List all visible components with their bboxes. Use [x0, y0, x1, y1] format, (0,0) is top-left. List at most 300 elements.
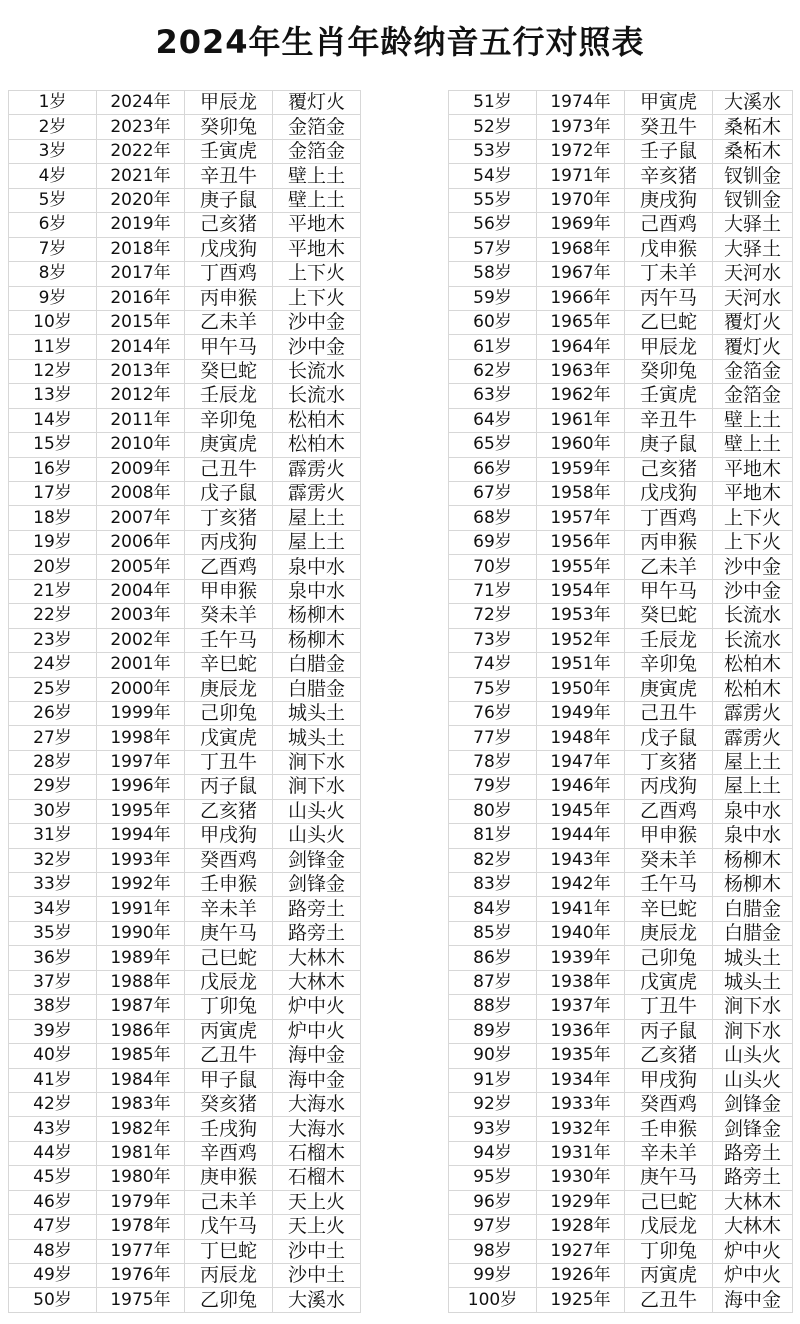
nayin-cell: 炉中火 — [713, 1239, 793, 1263]
table-row — [9, 262, 793, 286]
table-row — [9, 677, 793, 701]
age-cell: 93岁 — [449, 1117, 537, 1141]
age-cell: 49岁 — [9, 1264, 97, 1288]
nayin-cell: 松柏木 — [713, 653, 793, 677]
nayin-cell: 泉中水 — [273, 555, 361, 579]
age-cell: 61岁 — [449, 335, 537, 359]
ganzhi-cell: 庚戌狗 — [625, 188, 713, 212]
ganzhi-cell: 庚子鼠 — [185, 188, 273, 212]
year-cell: 1934年 — [537, 1068, 625, 1092]
age-cell: 75岁 — [449, 677, 537, 701]
column-gap — [361, 946, 449, 970]
age-cell: 5岁 — [9, 188, 97, 212]
table-row — [9, 115, 793, 139]
table-row — [9, 1092, 793, 1116]
nayin-cell: 覆灯火 — [273, 91, 361, 115]
nayin-cell: 炉中火 — [713, 1264, 793, 1288]
year-cell: 1935年 — [537, 1044, 625, 1068]
nayin-cell: 覆灯火 — [713, 310, 793, 334]
year-cell: 1945年 — [537, 799, 625, 823]
age-cell: 90岁 — [449, 1044, 537, 1068]
column-gap — [361, 1239, 449, 1263]
nayin-cell: 平地木 — [273, 237, 361, 261]
nayin-cell: 山头火 — [713, 1068, 793, 1092]
nayin-cell: 白腊金 — [713, 921, 793, 945]
nayin-cell: 大林木 — [713, 1190, 793, 1214]
age-cell: 59岁 — [449, 286, 537, 310]
ganzhi-cell: 壬辰龙 — [625, 628, 713, 652]
ganzhi-cell: 丙寅虎 — [625, 1264, 713, 1288]
ganzhi-cell: 丙戌狗 — [185, 530, 273, 554]
age-cell: 44岁 — [9, 1141, 97, 1165]
year-cell: 2004年 — [97, 579, 185, 603]
year-cell: 1967年 — [537, 262, 625, 286]
table-row — [9, 1166, 793, 1190]
age-cell: 54岁 — [449, 164, 537, 188]
year-cell: 2021年 — [97, 164, 185, 188]
table-row — [9, 1141, 793, 1165]
column-gap — [361, 408, 449, 432]
age-cell: 80岁 — [449, 799, 537, 823]
year-cell: 2003年 — [97, 604, 185, 628]
age-cell: 48岁 — [9, 1239, 97, 1263]
ganzhi-cell: 癸巳蛇 — [625, 604, 713, 628]
age-cell: 25岁 — [9, 677, 97, 701]
year-cell: 2008年 — [97, 482, 185, 506]
ganzhi-cell: 戊寅虎 — [185, 726, 273, 750]
year-cell: 2019年 — [97, 213, 185, 237]
year-cell: 1941年 — [537, 897, 625, 921]
table-row — [9, 921, 793, 945]
nayin-cell: 长流水 — [273, 359, 361, 383]
year-cell: 1988年 — [97, 970, 185, 994]
year-cell: 2006年 — [97, 530, 185, 554]
ganzhi-cell: 癸卯兔 — [625, 359, 713, 383]
table-row — [9, 1288, 793, 1312]
table-row — [9, 310, 793, 334]
ganzhi-cell: 壬午马 — [185, 628, 273, 652]
nayin-cell: 炉中火 — [273, 995, 361, 1019]
ganzhi-cell: 癸卯兔 — [185, 115, 273, 139]
age-cell: 12岁 — [9, 359, 97, 383]
table-row — [9, 653, 793, 677]
table-row — [9, 701, 793, 725]
age-cell: 23岁 — [9, 628, 97, 652]
age-cell: 35岁 — [9, 921, 97, 945]
nayin-cell: 钗钏金 — [713, 188, 793, 212]
ganzhi-cell: 戊子鼠 — [625, 726, 713, 750]
ganzhi-cell: 庚辰龙 — [625, 921, 713, 945]
nayin-cell: 大海水 — [273, 1117, 361, 1141]
age-cell: 20岁 — [9, 555, 97, 579]
ganzhi-cell: 戊午马 — [185, 1215, 273, 1239]
table-row — [9, 995, 793, 1019]
age-cell: 6岁 — [9, 213, 97, 237]
table-row — [9, 1215, 793, 1239]
table-row — [9, 482, 793, 506]
year-cell: 1929年 — [537, 1190, 625, 1214]
age-cell: 99岁 — [449, 1264, 537, 1288]
age-cell: 18岁 — [9, 506, 97, 530]
ganzhi-cell: 丁酉鸡 — [625, 506, 713, 530]
nayin-cell: 天河水 — [713, 286, 793, 310]
year-cell: 1974年 — [537, 91, 625, 115]
nayin-cell: 大林木 — [713, 1215, 793, 1239]
year-cell: 1982年 — [97, 1117, 185, 1141]
column-gap — [361, 701, 449, 725]
nayin-cell: 壁上土 — [273, 188, 361, 212]
year-cell: 2000年 — [97, 677, 185, 701]
ganzhi-cell: 癸巳蛇 — [185, 359, 273, 383]
age-cell: 27岁 — [9, 726, 97, 750]
year-cell: 1966年 — [537, 286, 625, 310]
table-row — [9, 1264, 793, 1288]
table-row — [9, 873, 793, 897]
year-cell: 1950年 — [537, 677, 625, 701]
nayin-cell: 白腊金 — [273, 653, 361, 677]
year-cell: 1961年 — [537, 408, 625, 432]
nayin-cell: 沙中土 — [273, 1239, 361, 1263]
nayin-cell: 山头火 — [273, 799, 361, 823]
column-gap — [361, 262, 449, 286]
nayin-cell: 城头土 — [273, 701, 361, 725]
ganzhi-cell: 戊申猴 — [625, 237, 713, 261]
year-cell: 2024年 — [97, 91, 185, 115]
year-cell: 2022年 — [97, 139, 185, 163]
ganzhi-cell: 甲寅虎 — [625, 91, 713, 115]
column-gap — [361, 1215, 449, 1239]
year-cell: 1968年 — [537, 237, 625, 261]
column-gap — [361, 653, 449, 677]
ganzhi-cell: 甲子鼠 — [185, 1068, 273, 1092]
nayin-cell: 桑柘木 — [713, 115, 793, 139]
ganzhi-cell: 丙寅虎 — [185, 1019, 273, 1043]
column-gap — [361, 91, 449, 115]
year-cell: 1958年 — [537, 482, 625, 506]
ganzhi-cell: 庚子鼠 — [625, 433, 713, 457]
ganzhi-cell: 丙午马 — [625, 286, 713, 310]
table-row — [9, 335, 793, 359]
ganzhi-cell: 己巳蛇 — [185, 946, 273, 970]
age-cell: 42岁 — [9, 1092, 97, 1116]
age-cell: 19岁 — [9, 530, 97, 554]
age-cell: 88岁 — [449, 995, 537, 1019]
nayin-cell: 霹雳火 — [273, 482, 361, 506]
column-gap — [361, 213, 449, 237]
nayin-cell: 大林木 — [273, 946, 361, 970]
table-row — [9, 555, 793, 579]
year-cell: 2001年 — [97, 653, 185, 677]
ganzhi-cell: 辛丑牛 — [625, 408, 713, 432]
table-row — [9, 237, 793, 261]
year-cell: 1986年 — [97, 1019, 185, 1043]
nayin-cell: 涧下水 — [713, 995, 793, 1019]
age-cell: 83岁 — [449, 873, 537, 897]
age-cell: 39岁 — [9, 1019, 97, 1043]
year-cell: 1942年 — [537, 873, 625, 897]
year-cell: 2020年 — [97, 188, 185, 212]
ganzhi-cell: 辛酉鸡 — [185, 1141, 273, 1165]
table-row — [9, 408, 793, 432]
year-cell: 1989年 — [97, 946, 185, 970]
age-cell: 50岁 — [9, 1288, 97, 1312]
age-cell: 72岁 — [449, 604, 537, 628]
age-cell: 45岁 — [9, 1166, 97, 1190]
ganzhi-cell: 戊辰龙 — [185, 970, 273, 994]
nayin-cell: 沙中土 — [273, 1264, 361, 1288]
year-cell: 1938年 — [537, 970, 625, 994]
year-cell: 1993年 — [97, 848, 185, 872]
column-gap — [361, 750, 449, 774]
nayin-cell: 屋上土 — [713, 750, 793, 774]
ganzhi-cell: 乙未羊 — [185, 310, 273, 334]
nayin-cell: 屋上土 — [273, 506, 361, 530]
year-cell: 1977年 — [97, 1239, 185, 1263]
ganzhi-cell: 乙卯兔 — [185, 1288, 273, 1312]
nayin-cell: 霹雳火 — [713, 701, 793, 725]
table-row — [9, 897, 793, 921]
year-cell: 2011年 — [97, 408, 185, 432]
age-cell: 41岁 — [9, 1068, 97, 1092]
column-gap — [361, 628, 449, 652]
column-gap — [361, 799, 449, 823]
age-cell: 11岁 — [9, 335, 97, 359]
ganzhi-cell: 癸丑牛 — [625, 115, 713, 139]
age-cell: 65岁 — [449, 433, 537, 457]
age-cell: 95岁 — [449, 1166, 537, 1190]
ganzhi-cell: 己亥猪 — [185, 213, 273, 237]
year-cell: 1944年 — [537, 824, 625, 848]
ganzhi-cell: 乙巳蛇 — [625, 310, 713, 334]
ganzhi-cell: 甲戌狗 — [625, 1068, 713, 1092]
nayin-cell: 大驿土 — [713, 213, 793, 237]
ganzhi-cell: 癸酉鸡 — [625, 1092, 713, 1116]
ganzhi-cell: 甲申猴 — [625, 824, 713, 848]
age-cell: 7岁 — [9, 237, 97, 261]
ganzhi-cell: 丁丑牛 — [185, 750, 273, 774]
nayin-cell: 剑锋金 — [273, 873, 361, 897]
ganzhi-cell: 辛卯兔 — [185, 408, 273, 432]
column-gap — [361, 286, 449, 310]
ganzhi-cell: 甲戌狗 — [185, 824, 273, 848]
year-cell: 1990年 — [97, 921, 185, 945]
year-cell: 1970年 — [537, 188, 625, 212]
ganzhi-cell: 戊子鼠 — [185, 482, 273, 506]
year-cell: 1994年 — [97, 824, 185, 848]
column-gap — [361, 139, 449, 163]
column-gap — [361, 1264, 449, 1288]
ganzhi-cell: 壬辰龙 — [185, 384, 273, 408]
year-cell: 1952年 — [537, 628, 625, 652]
nayin-cell: 路旁土 — [713, 1141, 793, 1165]
year-cell: 1962年 — [537, 384, 625, 408]
ganzhi-cell: 己丑牛 — [185, 457, 273, 481]
column-gap — [361, 995, 449, 1019]
age-cell: 26岁 — [9, 701, 97, 725]
nayin-cell: 路旁土 — [273, 921, 361, 945]
age-cell: 68岁 — [449, 506, 537, 530]
column-gap — [361, 726, 449, 750]
year-cell: 1963年 — [537, 359, 625, 383]
age-cell: 52岁 — [449, 115, 537, 139]
nayin-cell: 壁上土 — [273, 164, 361, 188]
column-gap — [361, 482, 449, 506]
table-row — [9, 824, 793, 848]
ganzhi-cell: 辛卯兔 — [625, 653, 713, 677]
column-gap — [361, 1044, 449, 1068]
age-cell: 70岁 — [449, 555, 537, 579]
year-cell: 1953年 — [537, 604, 625, 628]
ganzhi-cell: 壬申猴 — [185, 873, 273, 897]
nayin-cell: 沙中金 — [713, 579, 793, 603]
nayin-cell: 白腊金 — [273, 677, 361, 701]
year-cell: 1995年 — [97, 799, 185, 823]
ganzhi-cell: 丙申猴 — [625, 530, 713, 554]
age-cell: 3岁 — [9, 139, 97, 163]
nayin-cell: 桑柘木 — [713, 139, 793, 163]
year-cell: 1985年 — [97, 1044, 185, 1068]
age-cell: 79岁 — [449, 775, 537, 799]
column-gap — [361, 506, 449, 530]
age-cell: 98岁 — [449, 1239, 537, 1263]
table-row — [9, 750, 793, 774]
nayin-cell: 松柏木 — [273, 408, 361, 432]
year-cell: 1925年 — [537, 1288, 625, 1312]
age-cell: 21岁 — [9, 579, 97, 603]
nayin-cell: 剑锋金 — [713, 1117, 793, 1141]
ganzhi-cell: 己亥猪 — [625, 457, 713, 481]
year-cell: 1949年 — [537, 701, 625, 725]
year-cell: 2010年 — [97, 433, 185, 457]
year-cell: 2023年 — [97, 115, 185, 139]
year-cell: 1983年 — [97, 1092, 185, 1116]
age-cell: 76岁 — [449, 701, 537, 725]
year-cell: 1931年 — [537, 1141, 625, 1165]
age-cell: 53岁 — [449, 139, 537, 163]
year-cell: 2005年 — [97, 555, 185, 579]
year-cell: 1937年 — [537, 995, 625, 1019]
table-row — [9, 775, 793, 799]
nayin-cell: 霹雳火 — [713, 726, 793, 750]
table-row — [9, 457, 793, 481]
table-row — [9, 946, 793, 970]
age-cell: 9岁 — [9, 286, 97, 310]
year-cell: 2013年 — [97, 359, 185, 383]
ganzhi-cell: 辛未羊 — [185, 897, 273, 921]
age-cell: 24岁 — [9, 653, 97, 677]
age-cell: 2岁 — [9, 115, 97, 139]
age-cell: 1岁 — [9, 91, 97, 115]
table-row — [9, 848, 793, 872]
column-gap — [361, 310, 449, 334]
table-row — [9, 726, 793, 750]
year-cell: 1978年 — [97, 1215, 185, 1239]
nayin-cell: 涧下水 — [273, 775, 361, 799]
age-cell: 16岁 — [9, 457, 97, 481]
nayin-cell: 上下火 — [273, 286, 361, 310]
nayin-cell: 上下火 — [273, 262, 361, 286]
table-row — [9, 604, 793, 628]
year-cell: 1980年 — [97, 1166, 185, 1190]
year-cell: 2018年 — [97, 237, 185, 261]
column-gap — [361, 1166, 449, 1190]
year-cell: 2014年 — [97, 335, 185, 359]
nayin-cell: 霹雳火 — [273, 457, 361, 481]
year-cell: 1943年 — [537, 848, 625, 872]
year-cell: 2017年 — [97, 262, 185, 286]
ganzhi-cell: 丁卯兔 — [625, 1239, 713, 1263]
age-cell: 8岁 — [9, 262, 97, 286]
age-cell: 38岁 — [9, 995, 97, 1019]
nayin-cell: 天河水 — [713, 262, 793, 286]
nayin-cell: 沙中金 — [273, 310, 361, 334]
nayin-cell: 松柏木 — [713, 677, 793, 701]
year-cell: 1965年 — [537, 310, 625, 334]
nayin-cell: 杨柳木 — [713, 873, 793, 897]
table-row — [9, 970, 793, 994]
ganzhi-cell: 甲午马 — [625, 579, 713, 603]
year-cell: 1959年 — [537, 457, 625, 481]
nayin-cell: 杨柳木 — [273, 628, 361, 652]
age-cell: 32岁 — [9, 848, 97, 872]
ganzhi-cell: 己巳蛇 — [625, 1190, 713, 1214]
year-cell: 1936年 — [537, 1019, 625, 1043]
nayin-cell: 路旁土 — [713, 1166, 793, 1190]
ganzhi-cell: 壬寅虎 — [625, 384, 713, 408]
ganzhi-cell: 丁卯兔 — [185, 995, 273, 1019]
nayin-cell: 平地木 — [713, 482, 793, 506]
age-cell: 58岁 — [449, 262, 537, 286]
year-cell: 1948年 — [537, 726, 625, 750]
column-gap — [361, 873, 449, 897]
year-cell: 1975年 — [97, 1288, 185, 1312]
age-cell: 15岁 — [9, 433, 97, 457]
ganzhi-cell: 丙子鼠 — [625, 1019, 713, 1043]
nayin-cell: 涧下水 — [273, 750, 361, 774]
nayin-cell: 长流水 — [713, 604, 793, 628]
year-cell: 1987年 — [97, 995, 185, 1019]
table-row — [9, 530, 793, 554]
age-cell: 100岁 — [449, 1288, 537, 1312]
year-cell: 1997年 — [97, 750, 185, 774]
nayin-cell: 覆灯火 — [713, 335, 793, 359]
age-cell: 56岁 — [449, 213, 537, 237]
ganzhi-cell: 甲申猴 — [185, 579, 273, 603]
table-row — [9, 188, 793, 212]
nayin-cell: 海中金 — [273, 1068, 361, 1092]
age-cell: 46岁 — [9, 1190, 97, 1214]
page-title: 2024年生肖年龄纳音五行对照表 — [155, 23, 645, 61]
nayin-cell: 海中金 — [713, 1288, 793, 1312]
ganzhi-cell: 庚寅虎 — [625, 677, 713, 701]
nayin-cell: 长流水 — [273, 384, 361, 408]
ganzhi-cell: 庚寅虎 — [185, 433, 273, 457]
nayin-cell: 大溪水 — [713, 91, 793, 115]
ganzhi-cell: 壬申猴 — [625, 1117, 713, 1141]
nayin-cell: 大林木 — [273, 970, 361, 994]
year-cell: 1939年 — [537, 946, 625, 970]
nayin-cell: 剑锋金 — [713, 1092, 793, 1116]
nayin-cell: 天上火 — [273, 1215, 361, 1239]
year-cell: 1954年 — [537, 579, 625, 603]
column-gap — [361, 164, 449, 188]
age-cell: 22岁 — [9, 604, 97, 628]
year-cell: 1972年 — [537, 139, 625, 163]
ganzhi-cell: 乙丑牛 — [625, 1288, 713, 1312]
nayin-cell: 钗钏金 — [713, 164, 793, 188]
year-cell: 1957年 — [537, 506, 625, 530]
nayin-cell: 石榴木 — [273, 1141, 361, 1165]
